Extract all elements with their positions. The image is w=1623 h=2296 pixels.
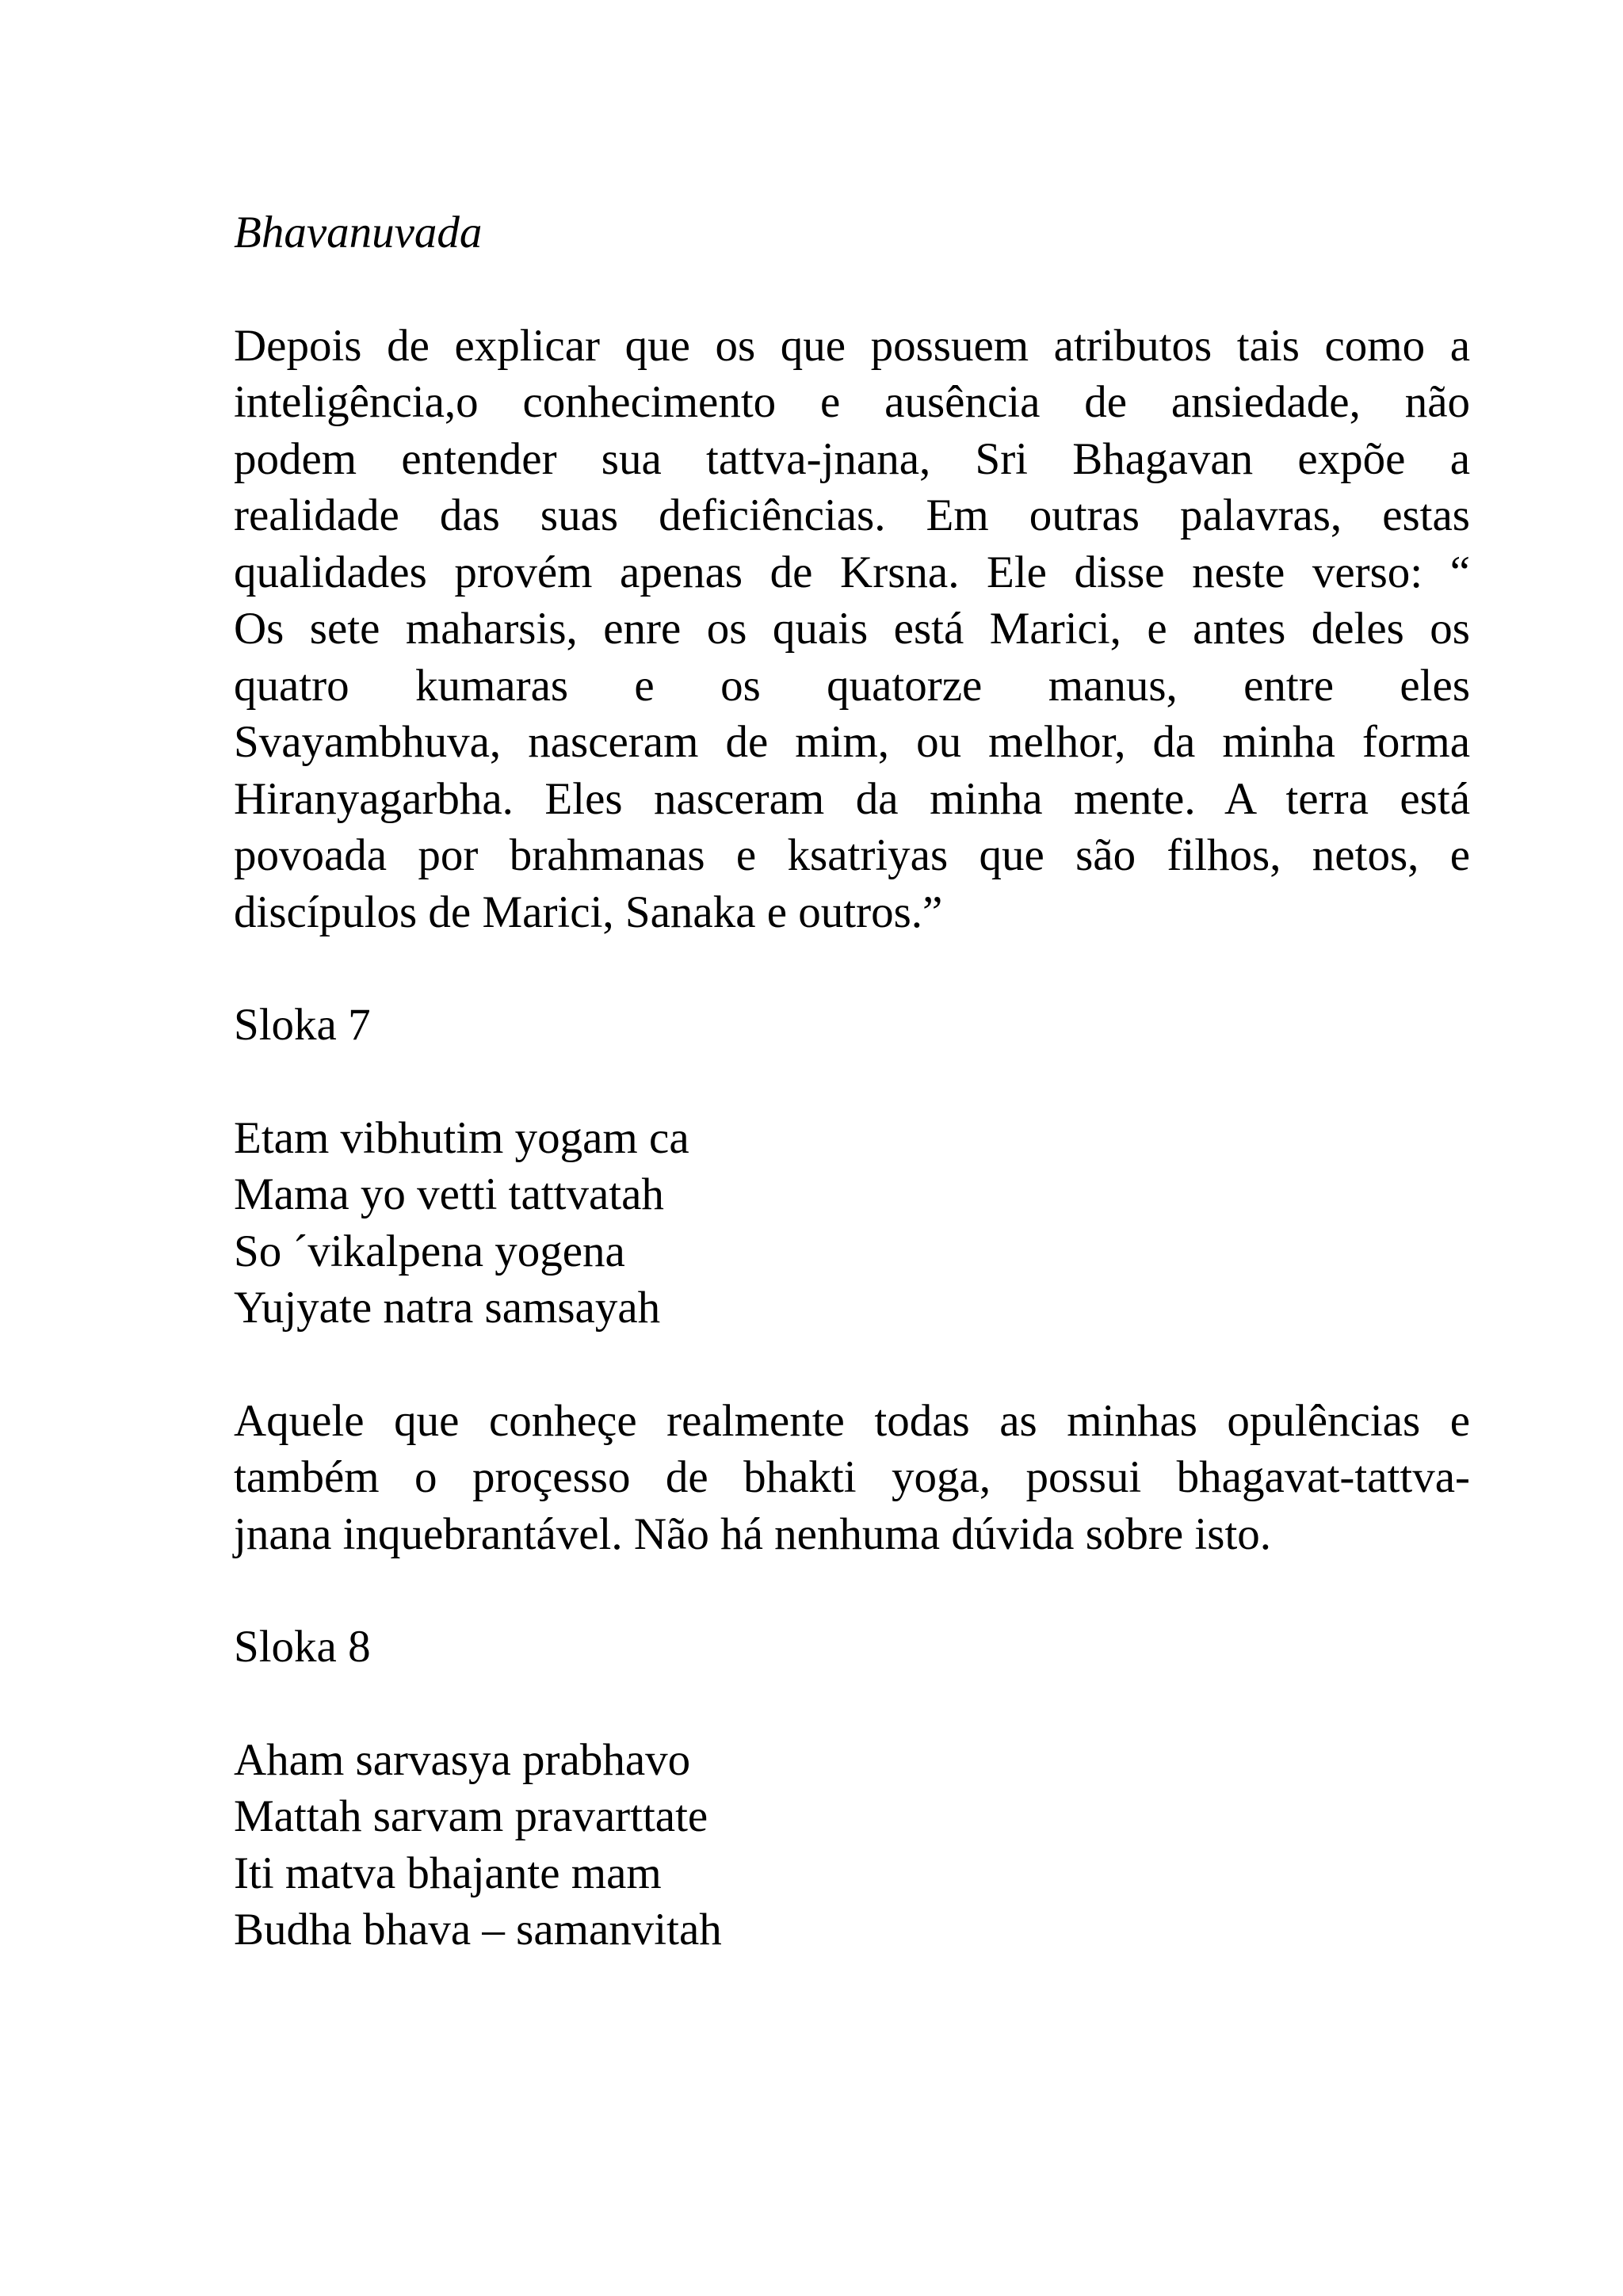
paragraph-line: inteligência,o conhecimento e ausência de ansiedade, não [234, 377, 1470, 427]
paragraph-line: Aquele que conheçe realmente todas as minhas opulências e [234, 1395, 1470, 1446]
section-heading: Bhavanuvada [234, 208, 483, 257]
verse-line: Mattah sarvam pravarttate [234, 1791, 708, 1841]
paragraph-line: Hiranyagarbha. Eles nasceram da minha mente. A terra está [234, 773, 1470, 824]
paragraph-line: jnana inquebrantável. Não há nenhuma dúvida sobre isto. [234, 1508, 1272, 1559]
paragraph-line: povoada por brahmanas e ksatriyas que são filhos, netos, e [234, 830, 1470, 880]
sloka-7-title: Sloka 7 [234, 1000, 371, 1050]
paragraph-line: quatro kumaras e os quatorze manus, entre eles [234, 660, 1470, 711]
paragraph-line: Depois de explicar que os que possuem atributos tais como a [234, 320, 1470, 371]
paragraph-line: também o proçesso de bhakti yoga, possui bhagavat-tattva- [234, 1452, 1470, 1502]
paragraph-line: Svayambhuva, nasceram de mim, ou melhor, da minha forma [234, 717, 1470, 767]
verse-line: Mama yo vetti tattvatah [234, 1169, 664, 1219]
paragraph-line: discípulos de Marici, Sanaka e outros.” [234, 887, 943, 937]
verse-line: So ´vikalpena yogena [234, 1226, 625, 1276]
document-page [234, 204, 1470, 1958]
paragraph-line: Os sete maharsis, enre os quais está Marici, e antes deles os [234, 604, 1470, 654]
verse-line: Etam vibhutim yogam ca [234, 1112, 689, 1163]
paragraph-line: podem entender sua tattva-jnana, Sri Bhagavan expõe a [234, 433, 1470, 484]
bhavanuvada-paragraph [234, 318, 1470, 941]
verse-line: Budha bhava – samanvitah [234, 1905, 722, 1955]
sloka-7-verse [234, 1110, 1470, 1337]
verse-line: Iti matva bhajante mam [234, 1848, 662, 1898]
paragraph-line: realidade das suas deficiências. Em outras palavras, estas [234, 490, 1470, 540]
verse-line: Yujyate natra samsayah [234, 1283, 661, 1333]
paragraph-line: qualidades provém apenas de Krsna. Ele disse neste verso: “ [234, 547, 1470, 597]
sloka-7-translation [234, 1393, 1470, 1563]
sloka-8-verse [234, 1732, 1470, 1958]
sloka-8-title: Sloka 8 [234, 1622, 371, 1672]
verse-line: Aham sarvasya prabhavo [234, 1734, 691, 1785]
